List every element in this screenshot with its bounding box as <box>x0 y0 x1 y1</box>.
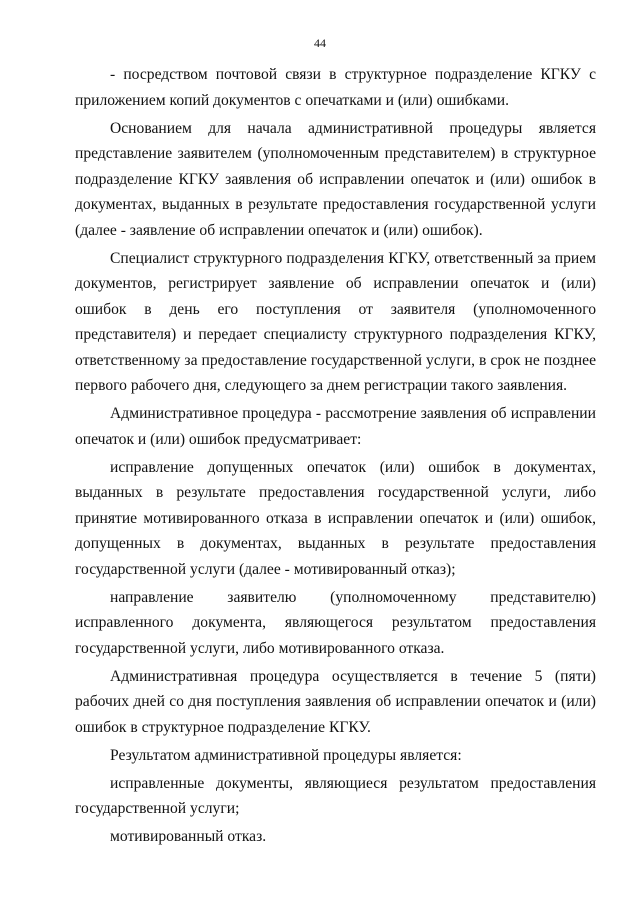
paragraph-procedure-duration: Административная процедура осуществляется в течение 5 (пяти) рабочих дней со дня поступления заявления об исправлении опечаток и (или) ошибок в структурное подразделение КГКУ. <box>75 667 596 736</box>
paragraph-procedure-result-heading: Результатом административной процедуры является: <box>110 746 462 764</box>
paragraph-correction-or-refusal: исправление допущенных опечаток (или) ошибок в документах, выданных в результате предоставления государственной услуги, либо принятие мотивированного отказа в исправлении опечаток и (или) ошибок, допущенных в документах, выданных в результате предоставления государственной услуги (далее - мотивированный отказ); <box>75 458 596 578</box>
paragraph-result-refusal: мотивированный отказ. <box>110 828 267 845</box>
paragraph-sending-document: направление заявителю (уполномоченному представителю) исправленного документа, являющегося результатом предоставления государственной услуги, либо мотивированного отказа. <box>75 588 596 657</box>
document-body <box>75 62 596 850</box>
paragraph-specialist-registration: Специалист структурного подразделения КГКУ, ответственный за прием документов, регистрирует заявление об исправлении опечаток и (или) ошибок в день его поступления от заявителя (уполномоченного представителя) и передает специалисту структурного подразделения КГКУ, ответственному за предоставление государственной услуги, в срок не позднее первого рабочего дня, следующего за днем регистрации такого заявления. <box>75 249 596 394</box>
page-number: 44 <box>314 36 326 50</box>
paragraph-postal-submission: - посредством почтовой связи в структурное подразделение КГКУ с приложением копий документов с опечатками и (или) ошибками. <box>75 66 596 109</box>
paragraph-procedure-basis: Основанием для начала административной процедуры является представление заявителем (уполномоченным представителем) в структурное подразделение КГКУ заявления об исправлении опечаток и (или) ошибок в документах, выданных в результате предоставления государственной услуги (далее - заявление об исправлении опечаток и (или) ошибок). <box>75 119 596 239</box>
paragraph-procedure-description: Административное процедура - рассмотрение заявления об исправлении опечаток и (или) ошибок предусматривает: <box>75 405 596 448</box>
paragraph-result-corrected-documents: исправленные документы, являющиеся результатом предоставления государственной услуги; <box>75 774 596 817</box>
